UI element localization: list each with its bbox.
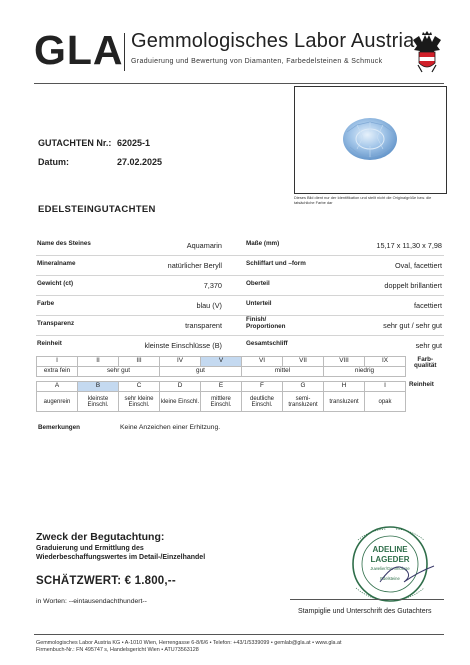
header-rule xyxy=(34,83,444,84)
clarity-grade: D xyxy=(160,382,201,392)
color-descriptor: mittel xyxy=(242,367,324,377)
signature-line xyxy=(290,599,444,600)
property-value: doppelt brillantiert xyxy=(384,281,442,290)
color-grade: VIII xyxy=(324,357,365,367)
remarks-label: Bemerkungen xyxy=(38,424,80,431)
clarity-descriptor: mittlere Einschl. xyxy=(201,392,242,412)
property-row xyxy=(36,276,444,296)
purpose-title: Zweck der Begutachtung: xyxy=(36,531,165,543)
property-value: transparent xyxy=(185,321,222,330)
clarity-grade: I xyxy=(365,382,406,392)
property-value: 15,17 x 11,30 x 7,98 xyxy=(376,241,442,250)
property-label: Schliffart und –form xyxy=(246,260,306,267)
clarity-grade: A xyxy=(37,382,78,392)
property-value: facettiert xyxy=(414,301,442,310)
property-label: Transparenz xyxy=(37,320,75,327)
clarity-grade: H xyxy=(324,382,365,392)
report-date: 27.02.2025 xyxy=(117,157,163,167)
clarity-descriptor: kleine Einschl. xyxy=(160,392,201,412)
color-descriptor: gut xyxy=(160,367,242,377)
seal-line: Juwelier/Gemmologe xyxy=(370,566,410,571)
clarity-grade: C xyxy=(119,382,160,392)
clarity-descriptor: transluzent xyxy=(324,392,365,412)
remarks-text: Keine Anzeichen einer Erhitzung. xyxy=(120,424,221,431)
purpose-line-1: Graduierung und Ermittlung des xyxy=(36,545,144,552)
clarity-descriptor: sehr kleine Einschl. xyxy=(119,392,160,412)
stamp-seal xyxy=(340,520,444,606)
report-number: 62025-1 xyxy=(117,138,151,148)
property-label: Name des Steines xyxy=(37,240,91,247)
lab-title: Gemmologisches Labor Austria xyxy=(131,30,415,52)
property-value: sehr gut / sehr gut xyxy=(383,321,442,330)
date-label: Datum: xyxy=(38,157,69,167)
property-label: Reinheit xyxy=(37,340,62,347)
gla-logo: GLA xyxy=(34,27,124,73)
photo-caption: Dieses Bild dient nur der Identifikation und stellt nicht die Originalgröße bzw. die tatsächliche Farbe dar xyxy=(294,195,432,206)
clarity-descriptor: semi- transluzent xyxy=(283,392,324,412)
color-descriptor-row xyxy=(37,367,445,377)
report-number-label: GUTACHTEN Nr.: xyxy=(38,138,112,148)
document-title: EDELSTEINGUTACHTEN xyxy=(38,204,156,215)
color-grade: I xyxy=(37,357,78,367)
property-row xyxy=(36,316,444,336)
signature-caption: Stampiglie und Unterschrift des Gutachters xyxy=(298,608,432,615)
property-label: Maße (mm) xyxy=(246,240,280,247)
clarity-grade-row xyxy=(37,382,445,392)
footer-rule xyxy=(34,634,444,635)
property-value: Aquamarin xyxy=(186,241,222,250)
property-value: natürlicher Beryll xyxy=(167,261,222,270)
color-descriptor: niedrig xyxy=(324,367,406,377)
seal-place: Edelsteine xyxy=(380,576,400,581)
property-value: 7,370 xyxy=(203,281,222,290)
purpose-line-2: Wiederbeschaffungswertes im Detail-/Einzelhandel xyxy=(36,554,206,561)
footer-registration: Firmenbuch-Nr.: FN 495747 s, Handelsgericht Wien • ATU73563128 xyxy=(36,647,199,653)
property-label: Farbe xyxy=(37,300,55,307)
property-label: Gewicht (ct) xyxy=(37,280,74,287)
seal-name-2: LAGEDER xyxy=(370,555,410,564)
clarity-grade: E xyxy=(201,382,242,392)
property-value: sehr gut xyxy=(415,341,442,350)
footer-address: Gemmologisches Labor Austria KG • A-1010 Wien, Herrengasse 6-8/6/6 • Telefon: +43/1/5339099 • gemlab@gla.at • www.gla.at xyxy=(36,640,342,646)
clarity-descriptor: opak xyxy=(365,392,406,412)
color-grade: II xyxy=(78,357,119,367)
seal-name-1: ADELINE xyxy=(372,545,408,554)
clarity-descriptor: kleinste Einschl. xyxy=(78,392,119,412)
color-descriptor: extra fein xyxy=(37,367,78,377)
clarity-descriptor-row xyxy=(37,392,445,412)
austrian-eagle-icon xyxy=(410,30,444,74)
property-row xyxy=(36,336,444,355)
color-quality-label: Farb- qualität xyxy=(414,355,437,369)
color-grade: III xyxy=(119,357,160,367)
gemstone-image xyxy=(295,87,446,193)
color-grade-row xyxy=(37,357,445,367)
property-row xyxy=(36,256,444,276)
property-label: Oberteil xyxy=(246,280,270,287)
color-grade: IV xyxy=(160,357,201,367)
gemstone-photo-frame xyxy=(294,86,447,194)
clarity-descriptor: augenrein xyxy=(37,392,78,412)
property-value: kleinste Einschlüsse (B) xyxy=(144,341,222,350)
grading-scale-table xyxy=(36,356,445,412)
property-label: Finish/ Proportionen xyxy=(246,316,286,330)
color-grade-selected: V xyxy=(201,357,242,367)
color-grade: VII xyxy=(283,357,324,367)
logo-divider xyxy=(124,33,125,71)
property-row xyxy=(36,236,444,256)
property-label: Gesamtschliff xyxy=(246,340,288,347)
clarity-label: Reinheit xyxy=(409,380,434,388)
clarity-descriptor: deutliche Einschl. xyxy=(242,392,283,412)
color-descriptor: sehr gut xyxy=(78,367,160,377)
clarity-grade-selected: B xyxy=(78,382,119,392)
value-in-words: in Worten: --eintausendachthundert-- xyxy=(36,598,147,605)
clarity-grade: G xyxy=(283,382,324,392)
color-grade: IX xyxy=(365,357,406,367)
property-label: Unterteil xyxy=(246,300,272,307)
property-value: Oval, facettiert xyxy=(394,261,442,270)
clarity-grade: F xyxy=(242,382,283,392)
property-row xyxy=(36,296,444,316)
color-grade: VI xyxy=(242,357,283,367)
estimated-value: SCHÄTZWERT: € 1.800,-- xyxy=(36,575,176,587)
property-label: Mineralname xyxy=(37,260,76,267)
lab-subtitle: Graduierung und Bewertung von Diamanten, Farbedelsteinen & Schmuck xyxy=(131,58,383,65)
property-value: blau (V) xyxy=(196,301,222,310)
